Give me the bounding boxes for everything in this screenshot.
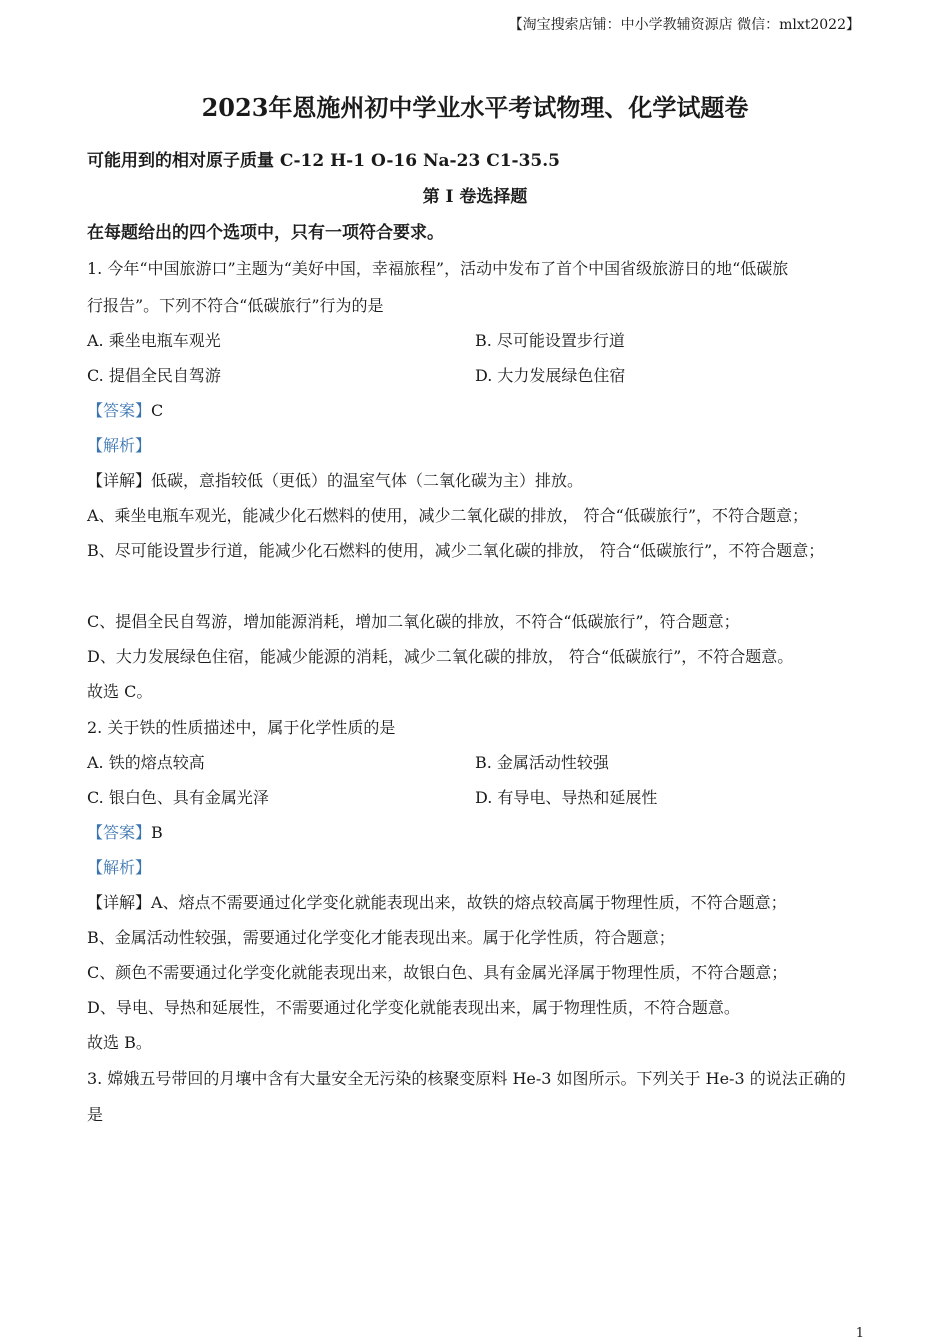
- q2-conclusion: 故选 B。: [87, 1033, 152, 1052]
- detail-label: 【详解】: [87, 471, 152, 490]
- q2-answer-value: B: [151, 823, 163, 842]
- instruction: 在每题给出的四个选项中，只有一项符合要求。: [87, 223, 444, 243]
- q1-detail-d: D、大力发展绿色住宿，能减少能源的消耗，减少二氧化碳的排放， 符合“低碳旅行”，不符合题意。: [87, 647, 794, 666]
- q3-stem-line1: 3. 嫦娥五号带回的月壤中含有大量安全无污染的核聚变原料 He-3 如图所示。下列关于 He-3 的说法正确的: [87, 1069, 846, 1088]
- atomic-mass-line: 可能用到的相对原子质量 C-12 H-1 O-16 Na-23 C1-35.5: [87, 151, 561, 171]
- q2-detail-b: B、金属活动性较强，需要通过化学变化才能表现出来。属于化学性质，符合题意；: [87, 928, 675, 947]
- q1-stem-line2: 行报告”。下列不符合“低碳旅行”行为的是: [87, 296, 384, 315]
- answer-label: 【答案】: [87, 401, 152, 420]
- q1-option-a: A. 乘坐电瓶车观光: [87, 331, 221, 350]
- document-title: 2023年恩施州初中学业水平考试物理、化学试题卷: [201, 93, 749, 122]
- q2-detail-d: D、导电、导热和延展性，不需要通过化学变化就能表现出来，属于物理性质，不符合题意。: [87, 998, 740, 1017]
- q1-option-b: B. 尽可能设置步行道: [475, 331, 625, 350]
- answer-label: 【答案】: [87, 823, 152, 842]
- q1-detail-intro: [87, 468, 583, 491]
- q3-stem-line2: 是: [87, 1105, 104, 1124]
- q1-conclusion: 故选 C。: [87, 682, 153, 701]
- q2-detail-c: C、颜色不需要通过化学变化就能表现出来，故银白色、具有金属光泽属于物理性质，不符合题意；: [87, 963, 788, 982]
- q1-analysis-label: 【解析】: [87, 436, 152, 455]
- q1-answer: [87, 398, 163, 421]
- q2-option-d: D. 有导电、导热和延展性: [475, 788, 658, 807]
- section-title: 第 I 卷选择题: [422, 187, 528, 207]
- header-note: 【淘宝搜索店铺：中小学教辅资源店 微信：mlxt2022】: [508, 17, 860, 33]
- detail-label: 【详解】: [87, 893, 152, 912]
- q2-stem: 2. 关于铁的性质描述中，属于化学性质的是: [87, 718, 396, 737]
- q2-analysis-label: 【解析】: [87, 858, 152, 877]
- page-number: 1: [855, 1326, 864, 1341]
- q1-detail-c: C、提倡全民自驾游，增加能源消耗，增加二氧化碳的排放，不符合“低碳旅行”，符合题意；: [87, 612, 740, 631]
- q1-option-c: C. 提倡全民自驾游: [87, 366, 221, 385]
- q1-option-d: D. 大力发展绿色住宿: [475, 366, 626, 385]
- q2-detail-a: [87, 890, 787, 913]
- q2-option-a: A. 铁的熔点较高: [87, 753, 205, 772]
- q2-option-b: B. 金属活动性较强: [475, 753, 609, 772]
- q2-option-c: C. 银白色、具有金属光泽: [87, 788, 269, 807]
- q2-answer: [87, 820, 163, 843]
- q1-stem-line1: 1. 今年“中国旅游口”主题为“美好中国，幸福旅程”，活动中发布了首个中国省级旅游日的地“低碳旅: [87, 259, 789, 278]
- q1-answer-value: C: [151, 401, 164, 420]
- q1-detail-a: A、乘坐电瓶车观光，能减少化石燃料的使用，减少二氧化碳的排放， 符合“低碳旅行”，不符合题意；: [87, 506, 809, 525]
- q1-detail-b: B、尽可能设置步行道，能减少化石燃料的使用，减少二氧化碳的排放， 符合“低碳旅行”，不符合题意；: [87, 541, 825, 560]
- q2-detail-a-text: A、熔点不需要通过化学变化就能表现出来，故铁的熔点较高属于物理性质，不符合题意；: [151, 893, 787, 912]
- q1-detail-intro-text: 低碳，意指较低（更低）的温室气体（二氧化碳为主）排放。: [151, 471, 584, 490]
